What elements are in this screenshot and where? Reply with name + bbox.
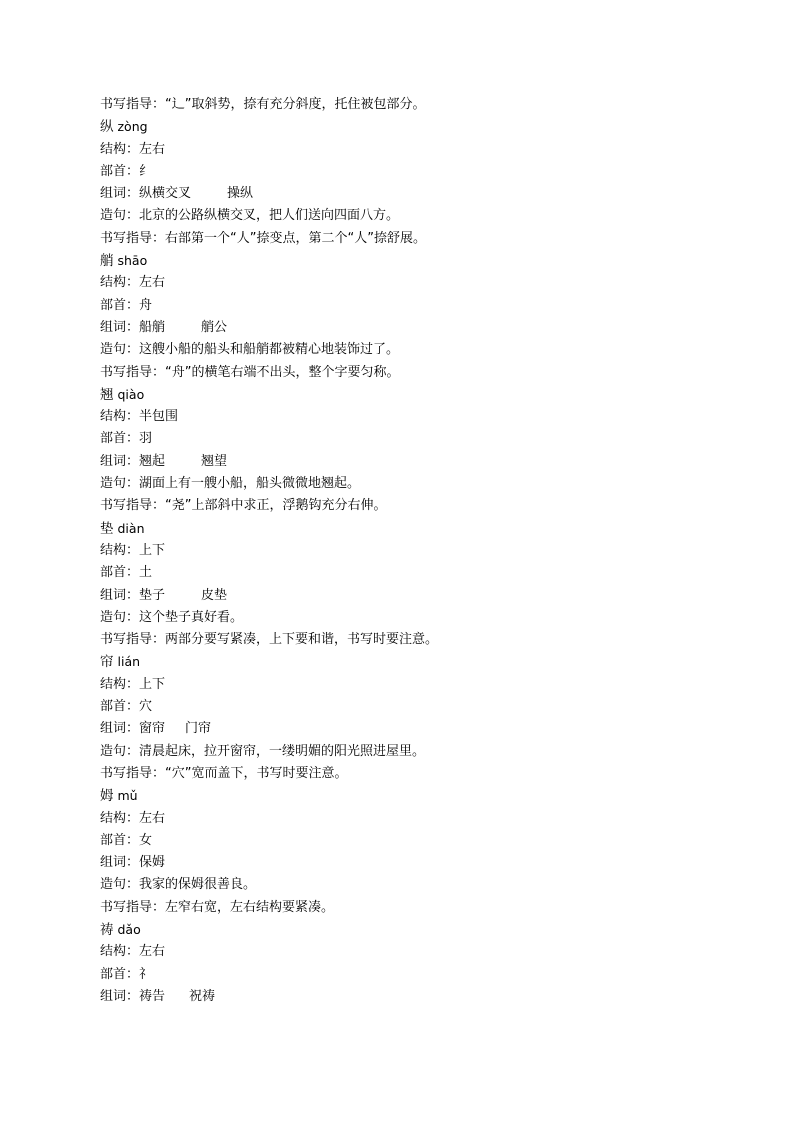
entry-guidance: 书写指导：“舟”的横笔右端不出头，整个字要匀称。 — [100, 364, 400, 380]
entry-words — [100, 852, 740, 874]
entry-sentence: 造句：清晨起床，拉开窗帘，一缕明媚的阳光照进屋里。 — [100, 743, 426, 759]
entry-word: 皮垫 — [201, 587, 228, 603]
intro-guidance: 书写指导：“辶”取斜势，捺有充分斜度，托住被包部分。 — [100, 97, 426, 112]
entry-word: 翘望 — [201, 453, 228, 469]
entry-word: 组词：窗帘 — [100, 721, 166, 737]
entry-structure: 结构：左右 — [100, 944, 166, 960]
entry-word: 门帘 — [185, 721, 212, 737]
entry-sentence: 造句：北京的公路纵横交叉，把人们送向四面八方。 — [100, 208, 400, 224]
entry-radical: 部首：礻 — [100, 966, 153, 982]
entry-words — [100, 986, 740, 1008]
entry-char: 翘 — [100, 386, 114, 403]
entry-radical: 部首：女 — [100, 832, 153, 848]
entry-words — [100, 585, 740, 607]
entry-word: 组词：垫子 — [100, 587, 166, 603]
entry-structure: 结构：上下 — [100, 542, 166, 558]
document-body — [100, 94, 740, 1008]
entry-sentence: 造句：这艘小船的船头和船艄都被精心地装饰过了。 — [100, 342, 400, 358]
entry-guidance: 书写指导：“尧”上部斜中求正，浮鹅钩充分右伸。 — [100, 498, 387, 514]
entry-guidance: 书写指导：两部分要写紧凑，上下要和谐，书写时要注意。 — [100, 632, 439, 648]
entry-pinyin: diàn — [117, 520, 145, 536]
char-entry — [100, 651, 740, 785]
entry-heading — [100, 116, 740, 138]
entry-word: 组词：保姆 — [100, 855, 166, 871]
char-entry — [100, 919, 740, 1008]
char-entry — [100, 250, 740, 384]
entry-heading — [100, 384, 740, 406]
entry-heading — [100, 250, 740, 272]
entry-word: 组词：祷告 — [100, 988, 166, 1004]
entry-char: 帘 — [100, 654, 114, 671]
entry-char: 垫 — [100, 520, 114, 537]
entry-structure: 结构：左右 — [100, 275, 166, 291]
entry-char: 纵 — [100, 119, 114, 136]
entry-structure: 结构：上下 — [100, 676, 166, 692]
entry-word: 操纵 — [227, 186, 254, 202]
entry-guidance: 书写指导：“穴”宽而盖下，书写时要注意。 — [100, 765, 348, 781]
entry-pinyin: lián — [117, 654, 141, 670]
char-entry — [100, 785, 740, 919]
entry-radical: 部首：羽 — [100, 431, 153, 447]
entry-word: 组词：船艄 — [100, 319, 166, 335]
entry-structure: 结构：左右 — [100, 810, 166, 826]
entry-sentence: 造句：这个垫子真好看。 — [100, 609, 244, 625]
entry-words — [100, 317, 740, 339]
char-entry — [100, 116, 740, 250]
entry-structure: 结构：左右 — [100, 141, 166, 157]
entry-pinyin: dǎo — [117, 921, 141, 937]
char-entry — [100, 518, 740, 652]
entry-words — [100, 183, 740, 205]
char-entry — [100, 384, 740, 518]
entry-radical: 部首：穴 — [100, 699, 153, 715]
entry-structure: 结构：半包围 — [100, 409, 179, 425]
entry-words — [100, 451, 740, 473]
entry-heading — [100, 785, 740, 807]
entry-sentence: 造句：我家的保姆很善良。 — [100, 877, 257, 893]
entry-pinyin: shāo — [117, 253, 148, 269]
entry-words — [100, 718, 740, 740]
entry-pinyin: zòng — [117, 119, 148, 135]
entry-guidance: 书写指导：右部第一个“人”捺变点，第二个“人”捺舒展。 — [100, 230, 426, 246]
entry-heading — [100, 518, 740, 540]
entry-radical: 部首：舟 — [100, 297, 153, 313]
entry-pinyin: qiào — [117, 386, 145, 402]
entry-char: 姆 — [100, 788, 114, 805]
entry-heading — [100, 651, 740, 673]
entry-radical: 部首：纟 — [100, 163, 153, 179]
entry-char: 祷 — [100, 921, 114, 938]
entry-word: 祝祷 — [189, 988, 216, 1004]
entry-sentence: 造句：湖面上有一艘小船，船头微微地翘起。 — [100, 476, 361, 492]
entry-heading — [100, 919, 740, 941]
entry-radical: 部首：土 — [100, 565, 153, 581]
entry-pinyin: mǔ — [117, 788, 138, 804]
entry-word: 组词：翘起 — [100, 453, 166, 469]
entry-char: 艄 — [100, 253, 114, 270]
entry-word: 艄公 — [201, 319, 228, 335]
entry-guidance: 书写指导：左窄右宽，左右结构要紧凑。 — [100, 899, 335, 915]
entry-word: 组词：纵横交叉 — [100, 186, 192, 202]
